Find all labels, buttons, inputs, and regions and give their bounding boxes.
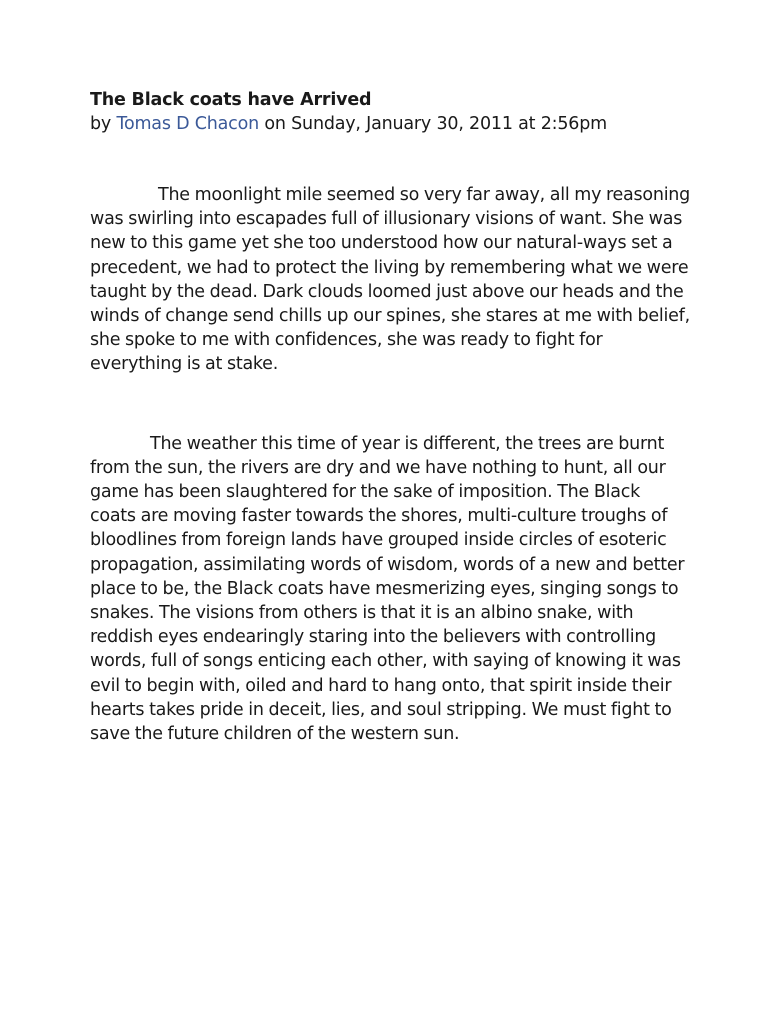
byline [90, 112, 690, 136]
author-link[interactable]: Tomas D Chacon [116, 114, 260, 134]
note-title: The Black coats have Arrived [90, 90, 372, 110]
paragraph-2: The weather this time of year is different, the trees are burnt from the sun, the rivers are dry and we have nothing to hunt, all our game has been slaughtered for the sake of imposition. The Black coats are moving faster towards the shores, multi-culture troughs of bloodlines from foreign lands have grouped inside circles of esoteric propagation, assimilating words of wisdom, words of a new and better place to be, the Black coats have mesmerizing eyes, singing songs to snakes. The visions from others is that it is an albino snake, with reddish eyes endearingly staring into the believers with controlling words, full of songs enticing each other, with saying of knowing it was evil to begin with, oiled and hard to hang onto, that spirit inside their hearts takes pride in deceit, lies, and soul stripping. We must fight to save the future children of the western sun. [90, 433, 685, 745]
byline-date: on Sunday, January 30, 2011 at 2:56pm [259, 114, 607, 134]
document-page [90, 88, 690, 746]
byline-prefix: by [90, 114, 117, 134]
paragraph-1: The moonlight mile seemed so very far away, all my reasoning was swirling into escapades full of illusionary visions of want. She was new to this game yet she too understood how our natural-ways set a precedent, we had to protect the living by remembering what we were taught by the dead. Dark clouds loomed just above our heads and the winds of change send chills up our spines, she stares at me with belief, she spoke to me with confidences, she was ready to fight for everything is at stake. [90, 185, 691, 375]
